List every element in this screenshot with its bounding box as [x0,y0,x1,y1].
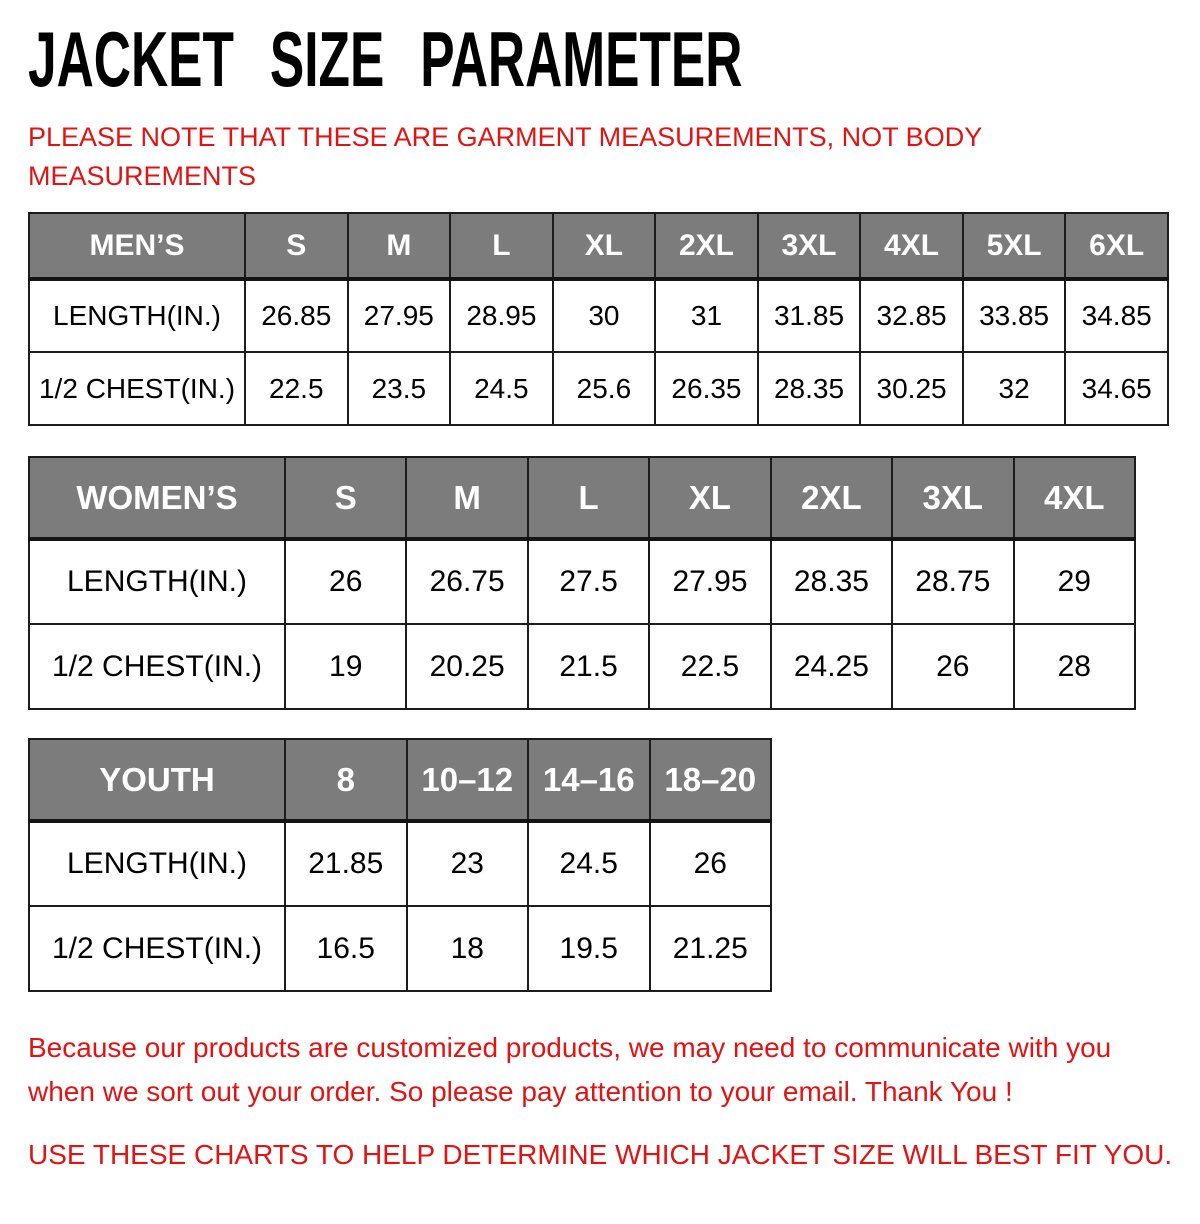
size-header-cell: L [528,457,649,539]
size-header-cell: 10–12 [407,739,529,821]
size-header-cell: 3XL [892,457,1013,539]
size-header-cell: 5XL [963,213,1066,279]
row-label: 1/2 CHEST(IN.) [29,906,285,991]
womens-header-row [29,457,1135,539]
mens-size-table [28,212,1169,426]
size-header-cell: S [245,213,348,279]
row-label: LENGTH(IN.) [29,821,285,906]
size-header-cell: 2XL [655,213,758,279]
size-value: 21.25 [650,906,772,991]
size-value: 26.85 [245,279,348,352]
size-value: 18 [407,906,529,991]
size-value: 31.85 [758,279,861,352]
size-header-cell: 14–16 [528,739,650,821]
size-value: 19.5 [528,906,650,991]
size-value: 28.75 [892,539,1013,624]
size-value: 23 [407,821,529,906]
mens-header-row [29,213,1168,279]
size-value: 20.25 [406,624,527,709]
size-value: 24.5 [528,821,650,906]
title-wrap [28,15,1200,103]
size-value: 27.95 [649,539,770,624]
row-label: LENGTH(IN.) [29,279,245,352]
table-row [29,539,1135,624]
size-value: 23.5 [348,352,451,425]
row-label: 1/2 CHEST(IN.) [29,624,285,709]
size-value: 26 [650,821,772,906]
row-label: 1/2 CHEST(IN.) [29,352,245,425]
size-header-cell: 4XL [1014,457,1135,539]
size-header-cell: S [285,457,406,539]
size-value: 28.95 [450,279,553,352]
size-value: 22.5 [649,624,770,709]
womens-size-table [28,456,1136,710]
size-value: 26.35 [655,352,758,425]
size-value: 33.85 [963,279,1066,352]
customization-notice [28,1026,1200,1113]
size-header-cell: 6XL [1065,213,1168,279]
youth-header-row [29,739,771,821]
note-line-1: PLEASE NOTE THAT THESE ARE GARMENT MEASUREMENTS, NOT BODY [28,122,983,152]
size-header-cell: M [406,457,527,539]
size-value: 34.85 [1065,279,1168,352]
size-value: 30 [553,279,656,352]
size-value: 27.5 [528,539,649,624]
size-value: 19 [285,624,406,709]
size-value: 31 [655,279,758,352]
size-value: 28 [1014,624,1135,709]
size-header-cell: 4XL [860,213,963,279]
size-value: 26 [892,624,1013,709]
size-value: 24.5 [450,352,553,425]
size-header-cell: 18–20 [650,739,772,821]
size-value: 16.5 [285,906,407,991]
size-value: 24.25 [771,624,892,709]
size-value: 32 [963,352,1066,425]
footer-line-2: when we sort out your order. So please pay attention to your email. Thank You ! [28,1075,1013,1107]
size-header-cell: 2XL [771,457,892,539]
size-header-cell: L [450,213,553,279]
size-value: 32.85 [860,279,963,352]
size-header-cell: 3XL [758,213,861,279]
garment-measurement-note [28,118,1200,196]
table-row [29,279,1168,352]
footer-line-1: Because our products are customized products, we may need to communicate with you [28,1032,1112,1064]
size-header-cell: XL [649,457,770,539]
size-value: 22.5 [245,352,348,425]
size-value: 28.35 [758,352,861,425]
row-label: LENGTH(IN.) [29,539,285,624]
youth-table-label: YOUTH [29,739,285,821]
size-value: 28.35 [771,539,892,624]
size-value: 25.6 [553,352,656,425]
table-row [29,821,771,906]
size-value: 26.75 [406,539,527,624]
table-row [29,906,771,991]
size-value: 21.5 [528,624,649,709]
page-title: JACKET SIZE PARAMETER [28,15,743,103]
table-row [29,624,1135,709]
chart-usage-note: USE THESE CHARTS TO HELP DETERMINE WHICH JACKET SIZE WILL BEST FIT YOU. [28,1139,1173,1171]
size-value: 26 [285,539,406,624]
size-value: 21.85 [285,821,407,906]
size-value: 27.95 [348,279,451,352]
size-value: 29 [1014,539,1135,624]
size-header-cell: XL [553,213,656,279]
table-row [29,352,1168,425]
size-value: 34.65 [1065,352,1168,425]
size-header-cell: 8 [285,739,407,821]
womens-table-label: WOMEN’S [29,457,285,539]
mens-table-label: MEN’S [29,213,245,279]
size-header-cell: M [348,213,451,279]
youth-size-table [28,738,772,992]
note-line-2: MEASUREMENTS [28,161,257,192]
size-value: 30.25 [860,352,963,425]
